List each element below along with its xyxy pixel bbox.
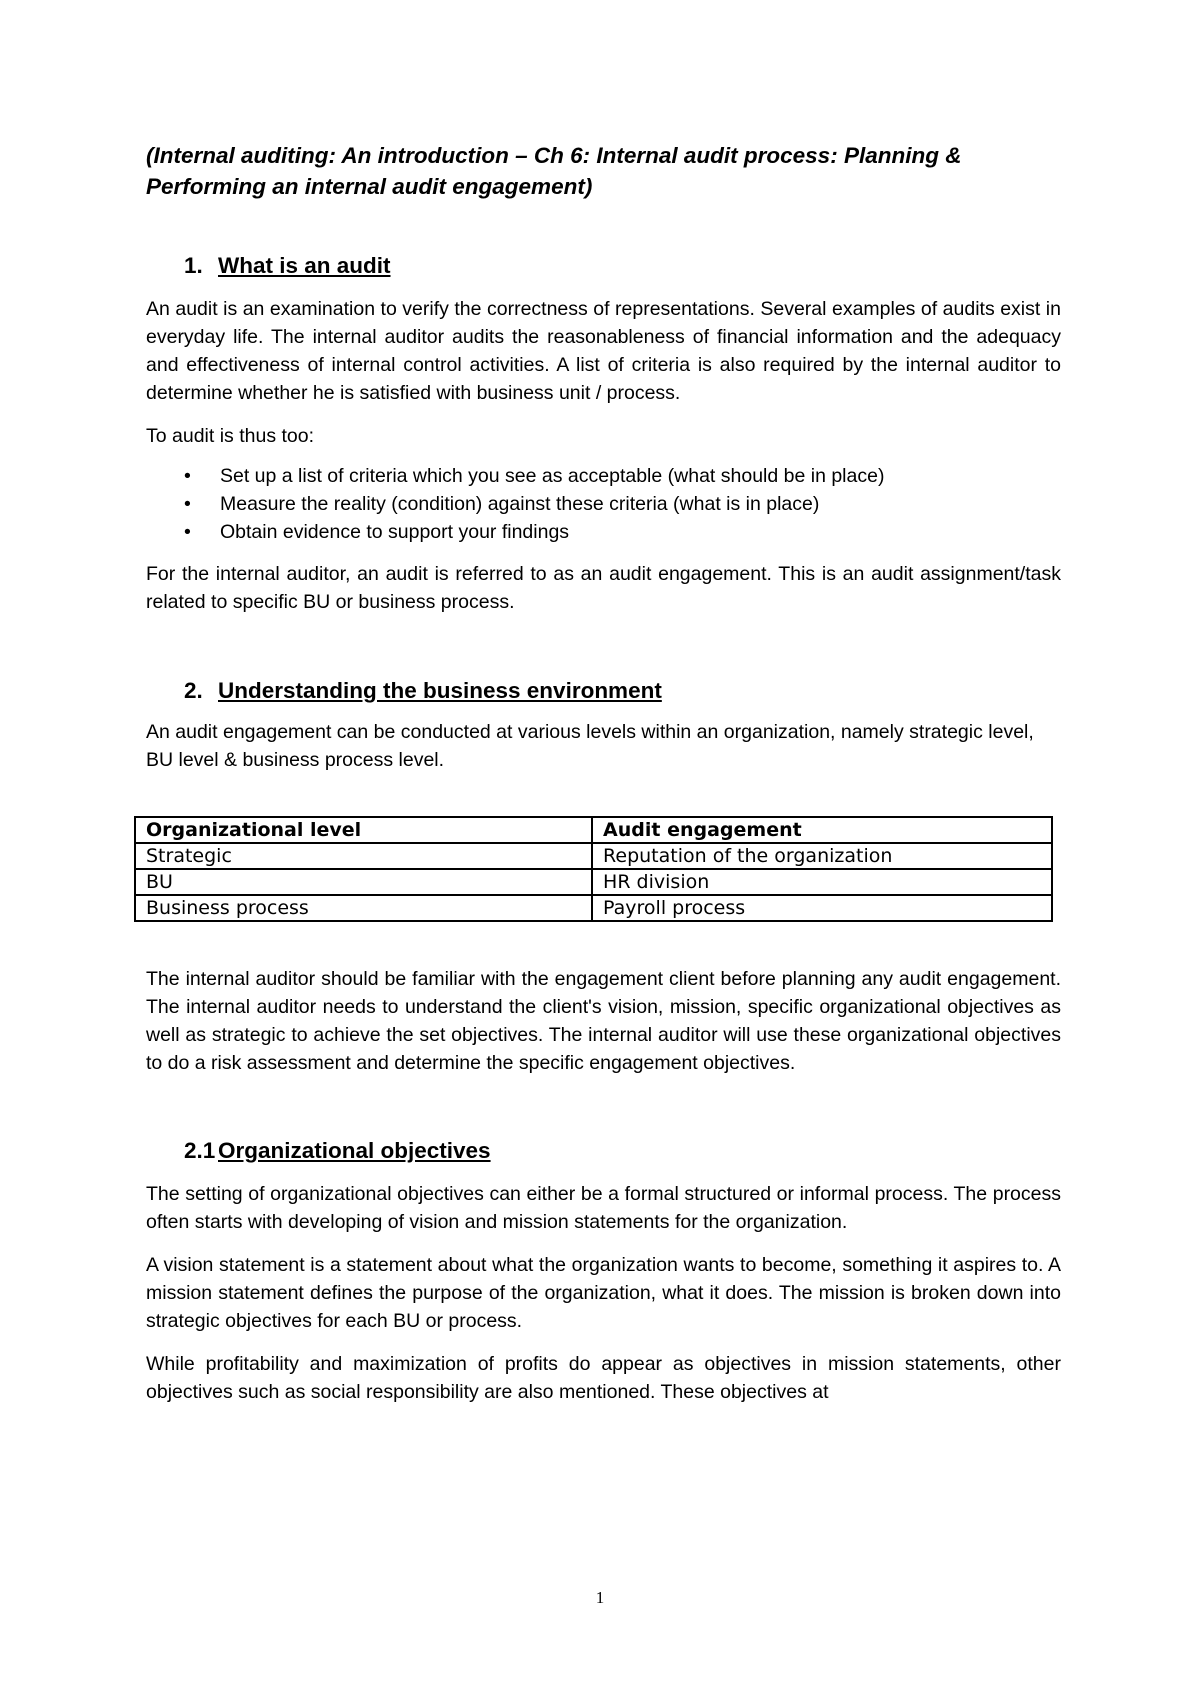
table-row xyxy=(135,843,1052,869)
section-1-heading xyxy=(146,251,1061,281)
table-cell: Strategic xyxy=(135,843,592,869)
bullet-text: Obtain evidence to support your findings xyxy=(220,521,570,543)
table-row xyxy=(135,895,1052,921)
bullet-item xyxy=(146,490,1061,518)
section-2-1-paragraph-1: The setting of organizational objectives can either be a formal structured or informal process. The process often starts with developing of vision and mission statements for the organization. xyxy=(146,1183,1061,1233)
bullet-icon: • xyxy=(184,521,191,543)
section-1-paragraph-3: For the internal auditor, an audit is referred to as an audit engagement. This is an audit assignment/task related to specific BU or business process. xyxy=(146,563,1061,613)
section-2-1-number: 2.1 xyxy=(184,1138,216,1163)
table-cell: BU xyxy=(135,869,592,895)
section-2-title: Understanding the business environment xyxy=(218,678,662,703)
section-1-number: 1. xyxy=(184,253,203,278)
section-2-1-paragraph-3: While profitability and maximization of profits do appear as objectives in mission statements, other objectives such as social responsibility are also mentioned. These objectives at xyxy=(146,1353,1061,1403)
section-2-1-heading xyxy=(146,1136,1061,1166)
title-line-1: (Internal auditing: An introduction – Ch 6: Internal audit process: Planning & xyxy=(146,143,962,168)
document-title xyxy=(146,140,1061,202)
table-cell: HR division xyxy=(592,869,1052,895)
criteria-bullet-list xyxy=(146,462,1061,546)
section-2-1-paragraph-2: A vision statement is a statement about what the organization wants to become, something it aspires to. A mission statement defines the purpose of the organization, what it does. The mission is broken down into strategic objectives for each BU or process. xyxy=(146,1254,1061,1332)
section-1-paragraph-1: An audit is an examination to verify the correctness of representations. Several examples of audits exist in everyday life. The internal auditor audits the reasonableness of financial information and the adequacy and effectiveness of internal control activities. A list of criteria is also required by the internal auditor to determine whether he is satisfied with business unit / process. xyxy=(146,298,1061,404)
section-2-paragraph-2: The internal auditor should be familiar with the engagement client before planning any audit engagement. The internal auditor needs to understand the client's vision, mission, specific organizational objectives as well as strategic to achieve the set objectives. The internal auditor will use these organizational objectives to do a risk assessment and determine the specific engagement objectives. xyxy=(146,968,1061,1074)
section-1-title: What is an audit xyxy=(218,253,391,278)
section-2-paragraph-1: An audit engagement can be conducted at various levels within an organization, namely strategic level, BU level & business process level. xyxy=(146,721,1034,771)
bullet-icon: • xyxy=(184,465,191,487)
section-1-paragraph-2: To audit is thus too: xyxy=(146,425,315,447)
page-number: 1 xyxy=(595,1588,605,1607)
table-header-cell: Audit engagement xyxy=(592,817,1052,843)
bullet-item xyxy=(146,462,1061,490)
table-row xyxy=(135,869,1052,895)
bullet-text: Set up a list of criteria which you see as acceptable (what should be in place) xyxy=(220,465,885,487)
organizational-levels-table xyxy=(134,816,1053,922)
bullet-icon: • xyxy=(184,493,191,515)
table-cell: Reputation of the organization xyxy=(592,843,1052,869)
table-cell: Payroll process xyxy=(592,895,1052,921)
section-2-number: 2. xyxy=(184,678,203,703)
bullet-text: Measure the reality (condition) against these criteria (what is in place) xyxy=(220,493,820,515)
title-line-2: Performing an internal audit engagement) xyxy=(146,174,593,199)
table-cell: Business process xyxy=(135,895,592,921)
section-2-1-title: Organizational objectives xyxy=(218,1138,491,1163)
bullet-item xyxy=(146,518,1061,546)
section-2-heading xyxy=(146,676,1061,706)
document-body xyxy=(146,140,1061,1406)
table-header-cell: Organizational level xyxy=(135,817,592,843)
table-header-row xyxy=(135,817,1052,843)
